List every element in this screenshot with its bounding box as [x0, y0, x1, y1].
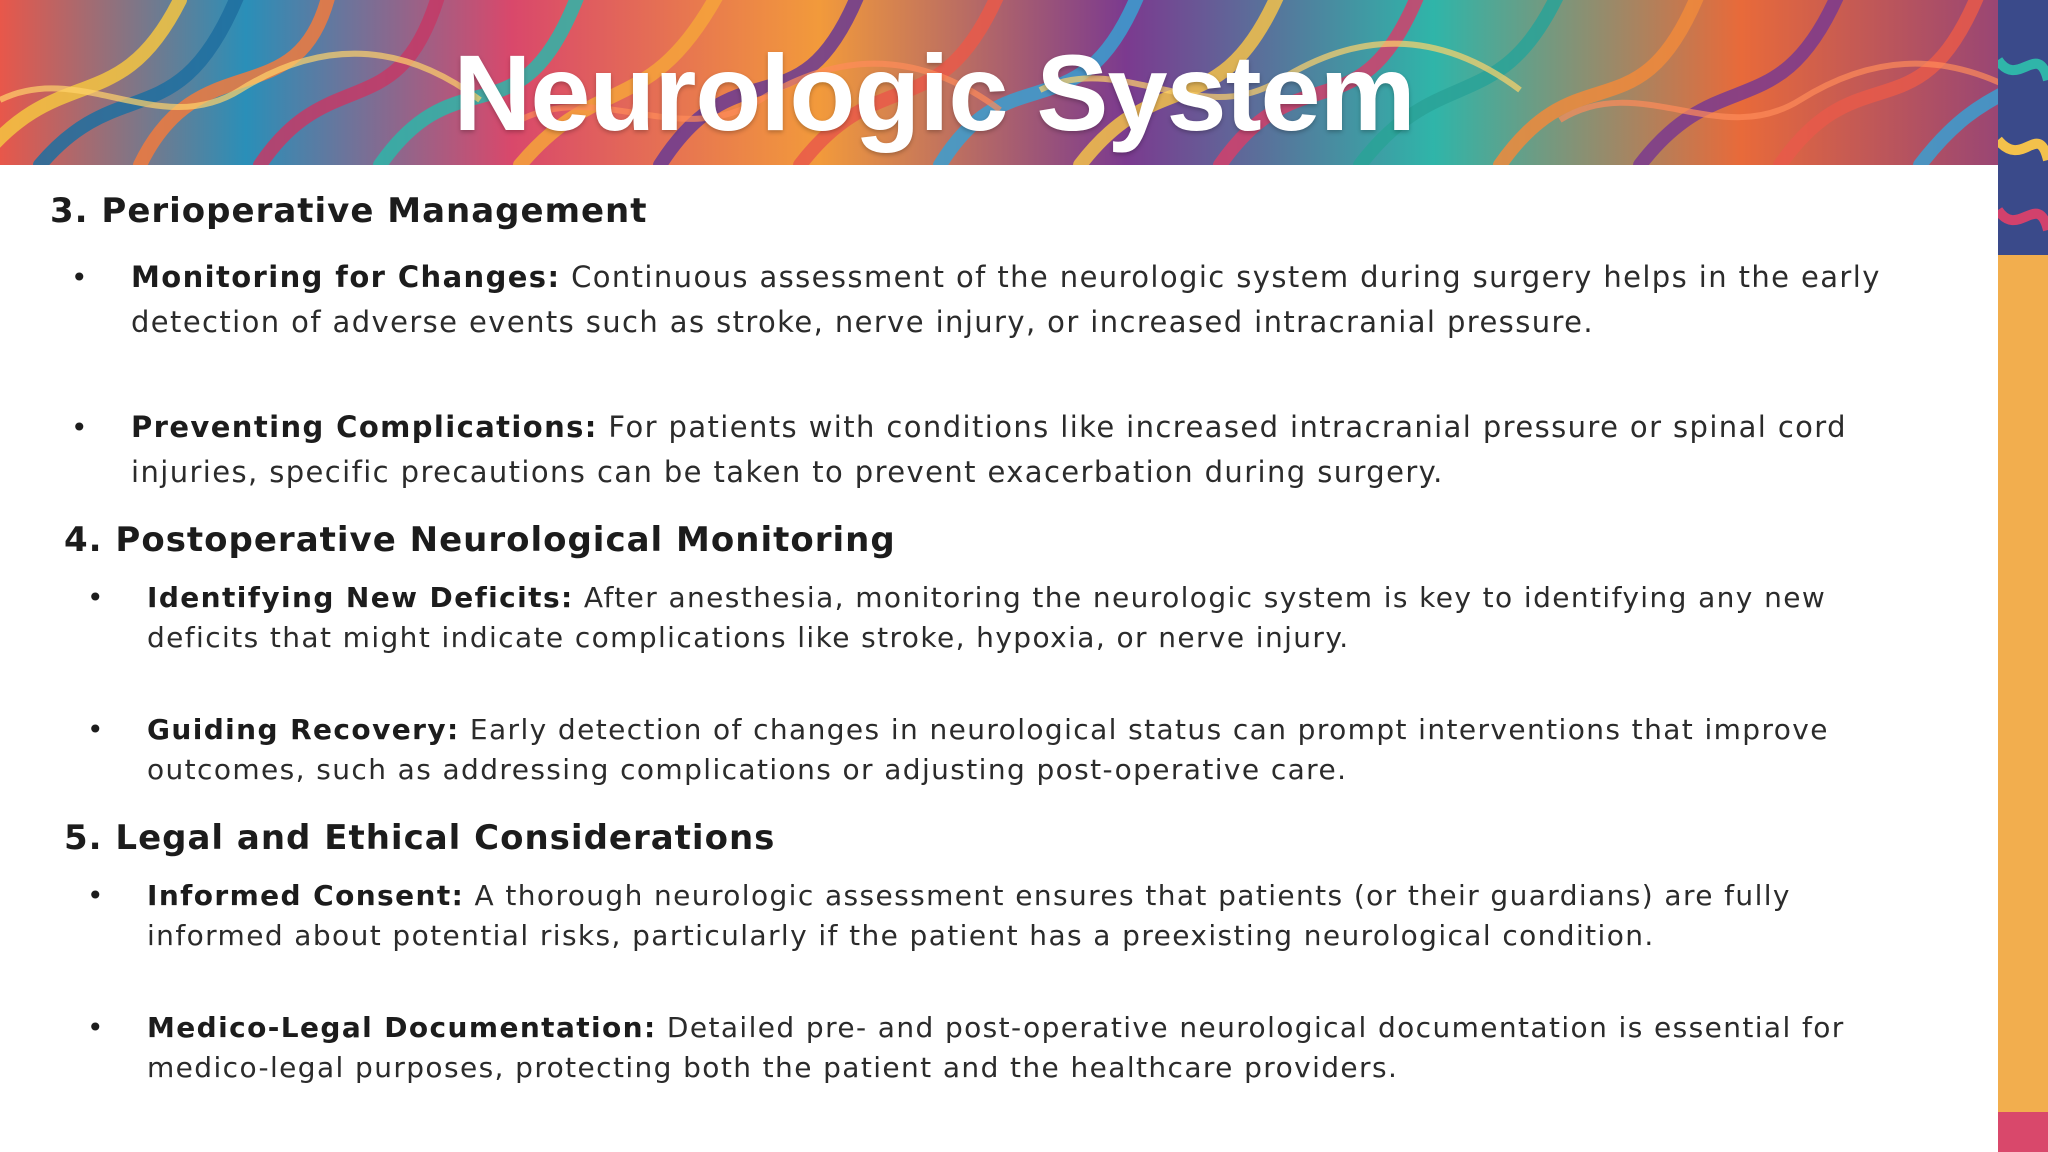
section-heading-perioperative: 3. Perioperative Management [50, 191, 648, 231]
bullet-monitoring-for-changes [71, 255, 1891, 345]
bullet-text: For patients with conditions like increased intracranial pressure or spinal cord injuries, specific precautions can be taken to prevent exacerbation during surgery. [131, 410, 1847, 489]
bullet-text: A thorough neurologic assessment ensures that patients (or their guardians) are fully informed about potential risks, particularly if the patient has a preexisting neurological condition. [147, 879, 1791, 952]
bullet-medico-legal-documentation [87, 1008, 1937, 1088]
bullet-marker: • [71, 411, 89, 444]
bullet-text: Early detection of changes in neurological status can prompt interventions that improve outcomes, such as addressing complications or adjusting post-operative care. [147, 713, 1829, 786]
bullet-marker: • [87, 1011, 105, 1044]
bullet-marker: • [87, 713, 105, 746]
section-heading-postoperative: 4. Postoperative Neurological Monitoring [64, 520, 896, 560]
bullet-informed-consent [87, 876, 1917, 956]
bullet-text: After anesthesia, monitoring the neurologic system is key to identifying any new deficits that might indicate complications like stroke, hypoxia, or nerve injury. [147, 581, 1827, 654]
bullet-term: Preventing Complications: [131, 410, 598, 444]
bullet-preventing-complications [71, 405, 1931, 495]
slide-content [0, 165, 1998, 1152]
bullet-term: Identifying New Deficits: [147, 581, 574, 614]
bullet-term: Guiding Recovery: [147, 713, 460, 746]
bullet-text: Continuous assessment of the neurologic system during surgery helps in the early detection of adverse events such as stroke, nerve injury, or increased intracranial pressure. [131, 260, 1881, 339]
bullet-term: Medico-Legal Documentation: [147, 1011, 657, 1044]
bullet-identifying-new-deficits [87, 578, 1867, 658]
decorative-side-strip [1998, 0, 2048, 1152]
bullet-marker: • [87, 879, 105, 912]
bullet-term: Informed Consent: [147, 879, 465, 912]
bullet-marker: • [71, 261, 89, 294]
bullet-text: Detailed pre- and post-operative neurological documentation is essential for medico-legal purposes, protecting both the patient and the healthcare providers. [147, 1011, 1845, 1084]
bullet-term: Monitoring for Changes: [131, 260, 561, 294]
section-heading-legal-ethical: 5. Legal and Ethical Considerations [64, 818, 776, 858]
bullet-marker: • [87, 581, 105, 614]
slide-title: Neurologic System [453, 32, 1415, 153]
bullet-guiding-recovery [87, 710, 1937, 790]
